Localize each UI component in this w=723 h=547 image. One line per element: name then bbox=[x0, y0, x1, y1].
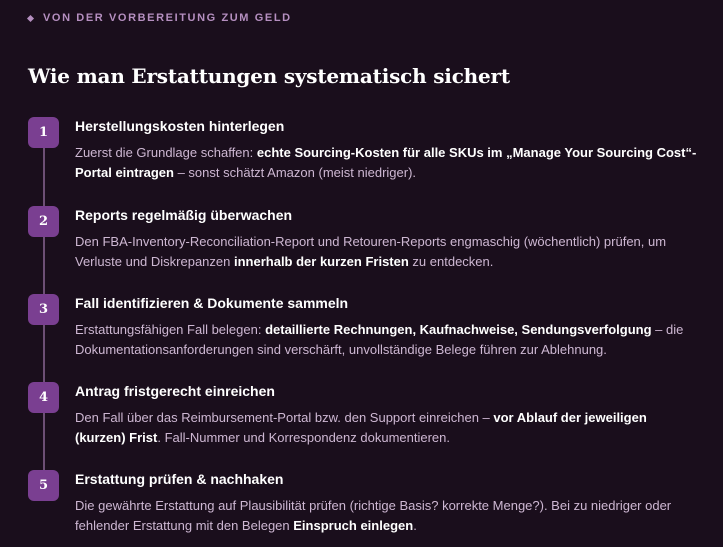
step-number-badge: 2 bbox=[28, 206, 59, 237]
step-title: Erstattung prüfen & nachhaken bbox=[75, 471, 284, 487]
step-content bbox=[75, 382, 698, 448]
step-description-text: Erstattungsfähigen Fall belegen: bbox=[75, 322, 266, 337]
step-title: Fall identifizieren & Dokumente sammeln bbox=[75, 295, 349, 311]
step-description bbox=[75, 232, 698, 272]
step-description-emphasis: Einspruch einlegen bbox=[293, 518, 414, 533]
step-content bbox=[75, 294, 698, 360]
step-description-emphasis: vor Ablauf der jeweiligen (kurzen) Frist bbox=[75, 410, 647, 445]
step-description-text: Den Fall über das Reimbursement-Portal bzw. den Support einreichen – bbox=[75, 410, 494, 425]
step-description-text: . Fall-Nummer und Korrespondenz dokumentieren. bbox=[157, 430, 450, 445]
step-description-text: Den FBA-Inventory-Reconciliation-Report und Retouren-Reports engmaschig (wöchentlich) prüfen, um Verluste und Diskrepanzen bbox=[75, 234, 667, 269]
step-title: Herstellungskosten hinterlegen bbox=[75, 118, 285, 134]
section-eyebrow bbox=[28, 12, 292, 24]
step-description bbox=[75, 320, 698, 360]
step-title: Reports regelmäßig überwachen bbox=[75, 207, 293, 223]
step-description-text: Zuerst die Grundlage schaffen: bbox=[75, 145, 257, 160]
step-title: Antrag fristgerecht einreichen bbox=[75, 383, 275, 399]
step-number-badge: 3 bbox=[28, 294, 59, 325]
step-description-text: zu entdecken. bbox=[408, 254, 494, 269]
step-number-badge: 1 bbox=[28, 117, 59, 148]
step-description-emphasis: echte Sourcing-Kosten für alle SKUs im „Manage Your Sourcing Cost“-Portal eintragen bbox=[75, 145, 697, 180]
page-title: Wie man Erstattungen systematisch sichert bbox=[28, 64, 510, 88]
step-description-text: – sonst schätzt Amazon (meist niedriger). bbox=[173, 165, 417, 180]
diamond-icon bbox=[27, 14, 34, 21]
step-description-text: – die Dokumentationsanforderungen sind verschärft, unvollständige Belege führen zur Ablehnung. bbox=[75, 322, 684, 357]
eyebrow-label: VON DER VORBEREITUNG ZUM GELD bbox=[43, 12, 292, 24]
step-description bbox=[75, 408, 698, 448]
step-number-badge: 4 bbox=[28, 382, 59, 413]
step-content bbox=[75, 470, 698, 536]
step-content bbox=[75, 117, 698, 183]
step-description-text: Die gewährte Erstattung auf Plausibilität prüfen (richtige Basis? korrekte Menge?). Bei zu niedriger oder fehlender Erstattung mit den Belegen bbox=[75, 498, 672, 533]
step-content bbox=[75, 206, 698, 272]
step-description-emphasis: detaillierte Rechnungen, Kaufnachweise, Sendungsverfolgung bbox=[265, 322, 652, 337]
step-description bbox=[75, 143, 698, 183]
step-description-text: . bbox=[413, 518, 417, 533]
step-description-emphasis: innerhalb der kurzen Fristen bbox=[233, 254, 409, 269]
step-description bbox=[75, 496, 698, 536]
step-number-badge: 5 bbox=[28, 470, 59, 501]
